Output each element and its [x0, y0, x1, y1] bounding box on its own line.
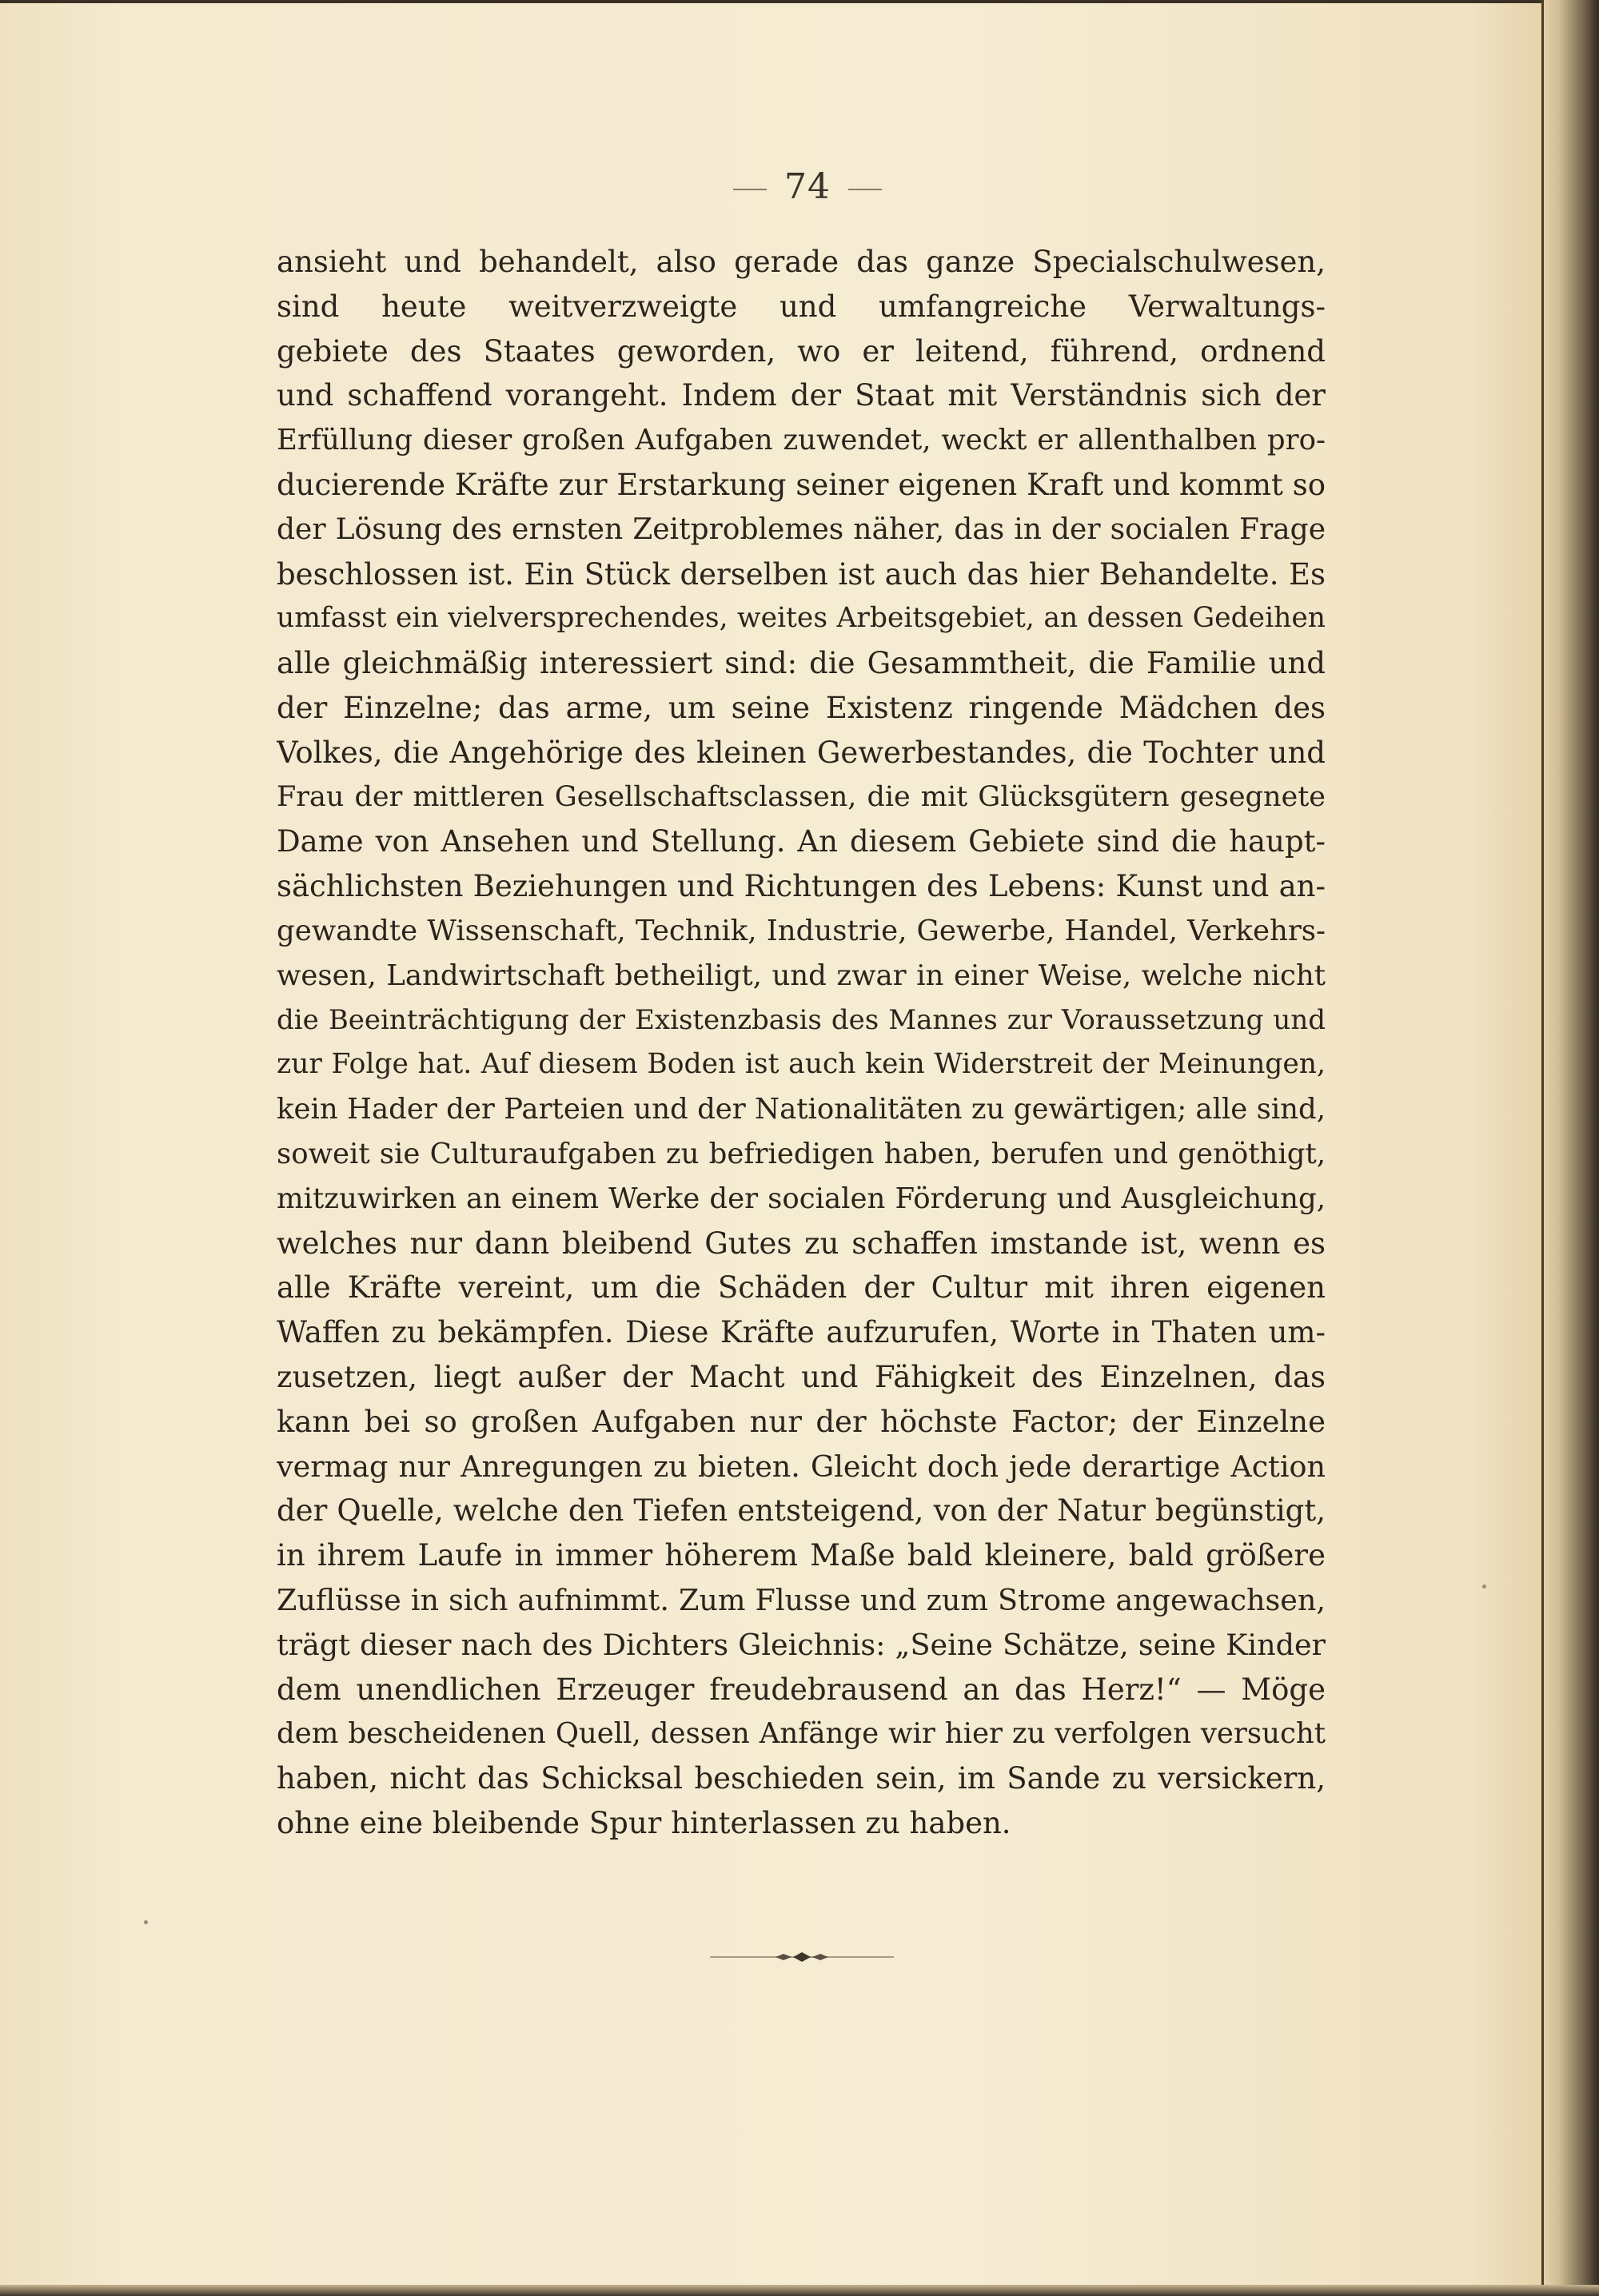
text-line: ansieht und behandelt, also gerade das ganze Specialschulwesen,: [277, 245, 1326, 279]
text-line: der Quelle, welche den Tiefen entsteigend, von der Natur begünstigt,: [277, 1493, 1326, 1529]
text-line: soweit sie Culturaufgaben zu befriedigen haben, berufen und genöthigt,: [277, 1137, 1326, 1170]
text-line: haben, nicht das Schicksal beschieden sein, im Sande zu versickern,: [277, 1761, 1326, 1796]
ornament-diamond-center: [793, 1952, 811, 1962]
text-line: Volkes, die Angehörige des kleinen Gewerbestandes, die Tochter und: [277, 735, 1326, 770]
text-line: vermag nur Anregungen zu bieten. Gleicht doch jede derartige Action: [277, 1449, 1326, 1484]
text-line: ohne eine bleibende Spur hinterlassen zu haben.: [277, 1805, 1011, 1840]
text-line: alle gleichmäßig interessiert sind: die Gesammtheit, die Familie und: [277, 646, 1326, 681]
text-line: gewandte Wissenschaft, Technik, Industrie, Gewerbe, Handel, Verkehrs-: [277, 914, 1326, 947]
text-line: zur Folge hat. Auf diesem Boden ist auch kein Widerstreit der Meinungen,: [277, 1048, 1326, 1081]
text-line: trägt dieser nach des Dichters Gleichnis: „Seine Schätze, seine Kinder: [277, 1627, 1326, 1662]
book-spine-shadow: [1543, 0, 1599, 2296]
page-header: [704, 166, 911, 207]
text-line: der Einzelne; das arme, um seine Existenz ringende Mädchen des: [277, 690, 1326, 725]
ornament-diamond-left: [776, 1954, 792, 1960]
text-line: Erfüllung dieser großen Aufgaben zuwendet, weckt er allenthalben pro-: [277, 424, 1326, 457]
text-line: Zuflüsse in sich aufnimmt. Zum Flusse und zum Strome angewachsen,: [277, 1582, 1326, 1617]
text-line: kein Hader der Parteien und der Nationalitäten zu gewärtigen; alle sind,: [277, 1093, 1326, 1126]
text-line: die Beeinträchtigung der Existenzbasis des Mannes zur Voraussetzung und: [277, 1003, 1326, 1036]
text-line: ducierende Kräfte zur Erstarkung seiner eigenen Kraft und kommt so: [277, 467, 1326, 502]
text-line: umfasst ein vielversprechendes, weites Arbeitsgebiet, an dessen Gedeihen: [277, 602, 1326, 635]
body-text: [277, 240, 1326, 1846]
text-line: zusetzen, liegt außer der Macht und Fähigkeit des Einzelnen, das: [277, 1359, 1326, 1394]
page-number: 74: [784, 166, 831, 207]
text-line: dem bescheidenen Quell, dessen Anfänge wir hier zu verfolgen versucht: [277, 1717, 1326, 1751]
text-line: dem unendlichen Erzeuger freudebrausend an das Herz!“ — Möge: [277, 1672, 1326, 1707]
text-line: mitzuwirken an einem Werke der socialen Förderung und Ausgleichung,: [277, 1182, 1326, 1215]
text-line: sächlichsten Beziehungen und Richtungen des Lebens: Kunst und an-: [277, 869, 1326, 904]
text-line: gebiete des Staates geworden, wo er leitend, führend, ordnend: [277, 333, 1326, 369]
header-dash-right: [848, 189, 882, 190]
paper-speck: [144, 1920, 148, 1924]
closing-ornament: [710, 1947, 894, 1967]
paper-speck: [1482, 1584, 1486, 1588]
text-line: und schaffend vorangeht. Indem der Staat mit Verständnis sich der: [277, 378, 1326, 413]
page-bottom-edge: [0, 2285, 1599, 2296]
text-line: welches nur dann bleibend Gutes zu schaffen imstande ist, wenn es: [277, 1226, 1326, 1261]
text-line: sind heute weitverzweigte und umfangreiche Verwaltungs-: [277, 289, 1326, 324]
text-line: alle Kräfte vereint, um die Schäden der Cultur mit ihren eigenen: [277, 1270, 1326, 1305]
text-line: in ihrem Laufe in immer höherem Maße bald kleinere, bald größere: [277, 1538, 1326, 1573]
text-line: wesen, Landwirtschaft betheiligt, und zwar in einer Weise, welche nicht: [277, 959, 1326, 992]
page-top-edge: [0, 0, 1543, 3]
text-line: kann bei so großen Aufgaben nur der höchste Factor; der Einzelne: [277, 1404, 1326, 1439]
text-line: Frau der mittleren Gesellschaftsclassen, die mit Glücksgütern gesegnete: [277, 780, 1326, 813]
text-line: Waffen zu bekämpfen. Diese Kräfte aufzurufen, Worte in Thaten um-: [277, 1315, 1326, 1350]
text-line: der Lösung des ernsten Zeitproblemes näher, das in der socialen Frage: [277, 512, 1326, 546]
text-line: Dame von Ansehen und Stellung. An diesem Gebiete sind die haupt-: [277, 824, 1326, 859]
text-line: beschlossen ist. Ein Stück derselben ist auch das hier Behandelte. Es: [277, 556, 1326, 592]
header-dash-left: [733, 189, 767, 190]
ornament-diamond-right: [812, 1954, 828, 1960]
